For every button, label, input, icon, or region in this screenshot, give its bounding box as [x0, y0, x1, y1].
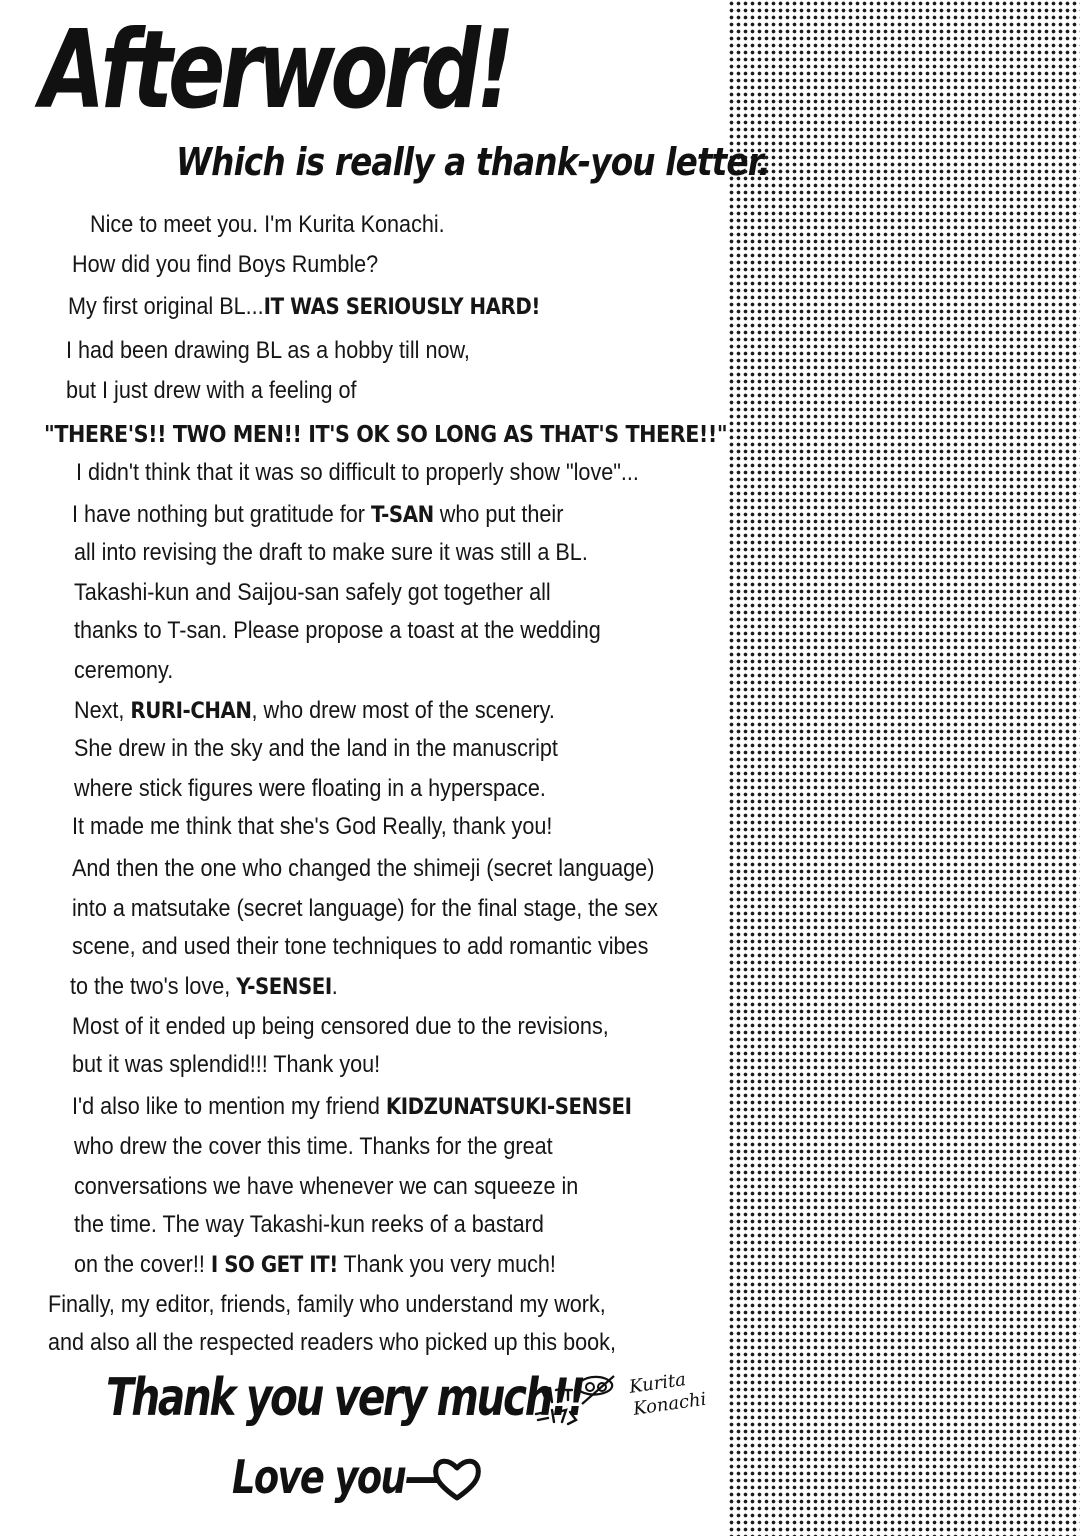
letter-line: My first original BL...IT WAS SERIOUSLY HARD!: [68, 293, 540, 320]
signature-name-first: Kurita: [627, 1369, 688, 1398]
letter-line-emphasis: "THERE'S!! TWO MEN!! IT'S OK SO LONG AS THAT'S THERE!!": [44, 422, 728, 448]
letter-line: I'd also like to mention my friend KIDZUNATSUKI-SENSEI: [72, 1093, 632, 1120]
letter-line: all into revising the draft to make sure it was still a BL.: [74, 539, 588, 566]
letter-line: but I just drew with a feeling of: [66, 377, 357, 404]
letter-line: into a matsutake (secret language) for the final stage, the sex: [72, 895, 658, 922]
letter-line: Finally, my editor, friends, family who understand my work,: [48, 1291, 606, 1318]
letter-line: And then the one who changed the shimeji (secret language): [72, 855, 655, 882]
closing-love: Love you—: [232, 1450, 441, 1504]
letter-line: scene, and used their tone techniques to add romantic vibes: [72, 933, 649, 960]
signature-doodle: [528, 1374, 628, 1434]
heart-icon: [430, 1454, 484, 1504]
letter-line: but it was splendid!!! Thank you!: [72, 1051, 381, 1078]
letter-line: Takashi-kun and Saijou-san safely got together all: [74, 579, 551, 606]
letter-line: on the cover!! I SO GET IT! Thank you very much!: [74, 1251, 556, 1278]
letter-line: conversations we have whenever we can squeeze in: [74, 1173, 579, 1200]
letter-line: thanks to T-san. Please propose a toast at the wedding: [74, 617, 601, 644]
letter-line: She drew in the sky and the land in the manuscript: [74, 735, 558, 762]
page-title: Afterword!: [40, 8, 510, 133]
author-signature: [528, 1369, 708, 1438]
letter-line: Nice to meet you. I'm Kurita Konachi.: [90, 211, 445, 238]
letter-line: ceremony.: [74, 657, 174, 684]
letter-line: where stick figures were floating in a hyperspace.: [74, 775, 546, 802]
letter-line: Next, RURI-CHAN, who drew most of the scenery.: [74, 697, 555, 724]
letter-line: the time. The way Takashi-kun reeks of a bastard: [74, 1211, 544, 1238]
screentone-panel: [728, 0, 1080, 1536]
letter-line: who drew the cover this time. Thanks for the great: [74, 1133, 553, 1160]
signature-name-last: Konachi: [631, 1388, 708, 1420]
letter-line: I didn't think that it was so difficult to properly show "love"...: [76, 459, 639, 486]
letter-line: Most of it ended up being censored due to the revisions,: [72, 1013, 609, 1040]
letter-line: How did you find Boys Rumble?: [72, 251, 379, 278]
letter-line: I had been drawing BL as a hobby till now,: [66, 337, 470, 364]
page-subtitle: Which is really a thank-you letter.: [176, 140, 770, 184]
letter-line: It made me think that she's God Really, thank you!: [72, 813, 553, 840]
letter-line: and also all the respected readers who picked up this book,: [48, 1329, 616, 1356]
letter-line: to the two's love, Y-SENSEI.: [70, 973, 338, 1000]
letter-line: I have nothing but gratitude for T-SAN who put their: [72, 501, 564, 528]
closing-thanks: Thank you very much!!: [106, 1368, 584, 1428]
